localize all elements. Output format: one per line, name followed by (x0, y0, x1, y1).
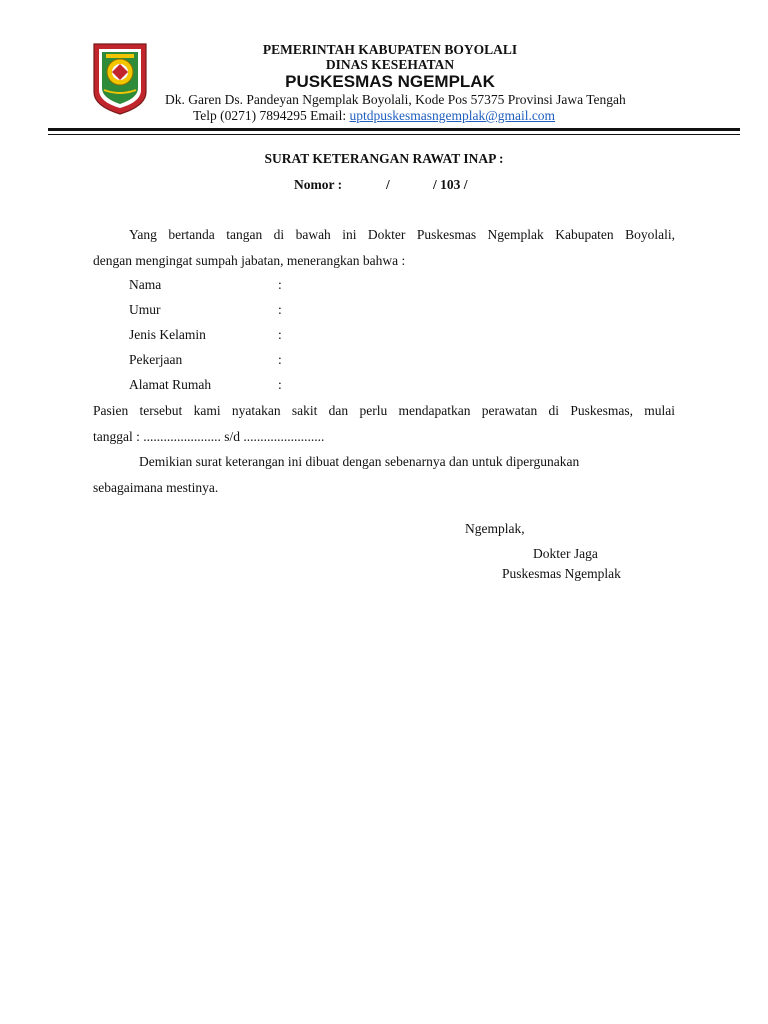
header-puskesmas-name: PUSKESMAS NGEMPLAK (285, 72, 495, 91)
field-label-alamat-rumah: Alamat Rumah (129, 377, 212, 392)
field-label-umur: Umur (129, 302, 161, 317)
field-colon-jenis-kelamin: : (278, 327, 282, 342)
field-label-pekerjaan: Pekerjaan (129, 352, 183, 367)
field-colon-umur: : (278, 302, 282, 317)
header-divider-thick (48, 128, 740, 131)
header-address: Dk. Garen Ds. Pandeyan Ngemplak Boyolali, Kode Pos 57375 Provinsi Jawa Tengah (165, 92, 626, 107)
paragraph-1-line-1: Yang bertanda tangan di bawah ini Dokter Puskesmas Ngemplak Kabupaten Boyolali, (129, 227, 675, 242)
header-phone: Telp (0271) 7894295 Email: (193, 108, 350, 123)
letter-number-separator-1: / (386, 177, 390, 192)
field-colon-pekerjaan: : (278, 352, 282, 367)
header-government-name: PEMERINTAH KABUPATEN BOYOLALI (262, 42, 518, 57)
boyolali-regency-emblem-icon (92, 42, 148, 116)
email-link[interactable]: uptdpuskesmasngemplak@gmail.com (349, 108, 556, 123)
signature-organization: Puskesmas Ngemplak (502, 566, 621, 581)
field-colon-alamat-rumah: : (278, 377, 282, 392)
field-label-nama: Nama (129, 277, 162, 292)
signature-place: Ngemplak, (465, 521, 525, 536)
header-department-name: DINAS KESEHATAN (325, 57, 455, 72)
letter-number-label: Nomor : (294, 177, 343, 192)
paragraph-1-line-2: dengan mengingat sumpah jabatan, menerangkan bahwa : (93, 253, 406, 268)
letter-number-separator-2: / 103 / (433, 177, 468, 192)
paragraph-3-line-1: Demikian surat keterangan ini dibuat dengan sebenarnya dan untuk dipergunakan (139, 454, 580, 469)
paragraph-2-line-2: tanggal : ....................... s/d ........................ (93, 429, 325, 444)
header-divider-thin (48, 134, 740, 135)
header-contact (193, 108, 555, 124)
letter-title: SURAT KETERANGAN RAWAT INAP : (264, 151, 504, 166)
field-colon-nama: : (278, 277, 282, 292)
signature-role: Dokter Jaga (533, 546, 598, 561)
paragraph-2-line-1: Pasien tersebut kami nyatakan sakit dan perlu mendapatkan perawatan di Puskesmas, mulai (93, 403, 675, 418)
paragraph-3-line-2: sebagaimana mestinya. (93, 480, 219, 495)
field-label-jenis-kelamin: Jenis Kelamin (129, 327, 206, 342)
